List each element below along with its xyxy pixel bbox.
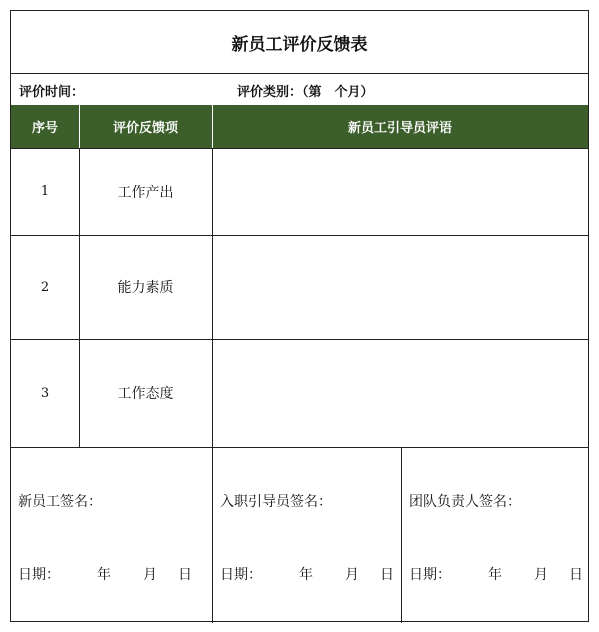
row-item: 工作产出 — [117, 184, 174, 201]
year-label: 年 — [299, 567, 313, 583]
year-label: 年 — [97, 567, 111, 583]
row-item: 工作态度 — [117, 386, 174, 402]
row-comment[interactable] — [212, 148, 588, 235]
date-label: 日期： — [220, 567, 262, 583]
day-label: 日 — [178, 567, 192, 583]
new-employee-date — [18, 564, 192, 584]
evaluation-time-label: 评价时间： — [19, 85, 85, 100]
table-header — [11, 105, 588, 149]
month-label: 月 — [345, 567, 359, 583]
evaluation-form — [10, 10, 589, 622]
month-label: 月 — [143, 567, 157, 583]
row-comment[interactable] — [212, 235, 588, 339]
row-index: 2 — [40, 279, 50, 295]
header-index: 序号 — [31, 121, 58, 136]
date-label: 日期： — [18, 567, 60, 583]
column-divider — [401, 447, 402, 623]
new-employee-signature-label: 新员工签名： — [18, 494, 102, 510]
guide-date — [220, 564, 394, 584]
meta-row — [11, 73, 588, 106]
row-comment[interactable] — [212, 339, 588, 447]
date-label: 日期： — [409, 567, 451, 583]
row-index: 1 — [40, 184, 50, 199]
header-item: 评价反馈项 — [112, 121, 178, 136]
form-title: 新员工评价反馈表 — [11, 11, 588, 74]
header-comment: 新员工引导员评语 — [347, 121, 452, 136]
day-label: 日 — [380, 567, 394, 583]
row-divider — [11, 447, 588, 448]
row-item: 能力素质 — [117, 280, 174, 296]
row-index: 3 — [40, 385, 50, 401]
guide-signature-label: 入职引导员签名： — [220, 494, 332, 510]
team-lead-date — [409, 564, 583, 584]
month-label: 月 — [534, 567, 548, 583]
year-label: 年 — [488, 567, 502, 583]
day-label: 日 — [569, 567, 583, 583]
evaluation-category-label: 评价类别：（第 个月） — [237, 85, 374, 100]
team-lead-signature-label: 团队负责人签名： — [409, 494, 521, 510]
